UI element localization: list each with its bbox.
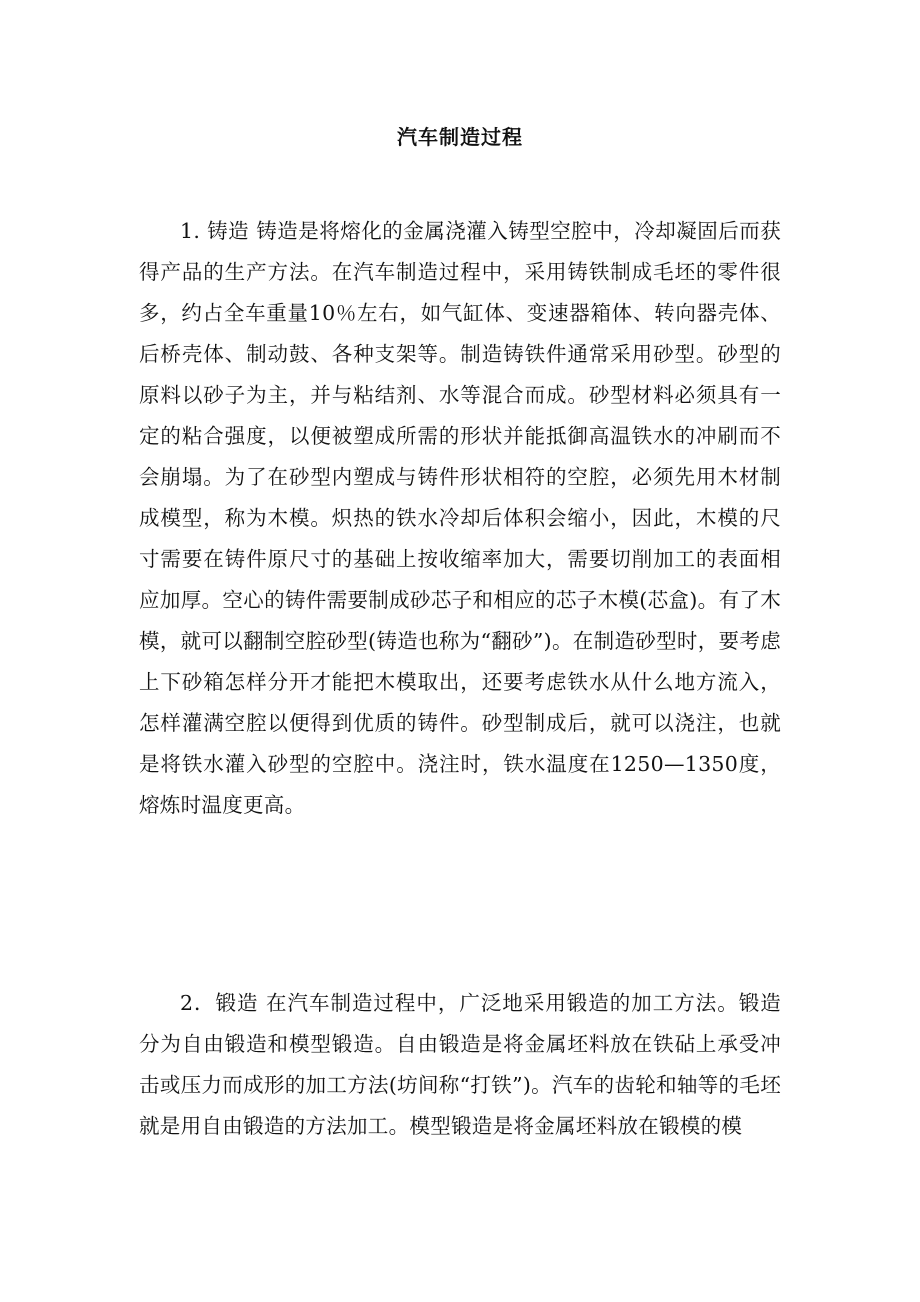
paragraph-forging: 2．锻造 在汽车制造过程中，广泛地采用锻造的加工方法。锻造分为自由锻造和模型锻造。自由锻造是将金属坯料放在铁砧上承受冲击或压力而成形的加工方法(坊间称“打铁”)。汽车的齿轮和轴等的毛坯就是用自由锻造的方法加工。模型锻造是将金属坯料放在锻模的模 [139, 991, 781, 1138]
paragraph-casting: 1. 铸造 铸造是将熔化的金属浇灌入铸型空腔中，冷却凝固后而获得产品的生产方法。在汽车制造过程中，采用铸铁制成毛坯的零件很多，约占全车重量10％左右，如气缸体、变速器箱体、转向器壳体、后桥壳体、制动鼓、各种支架等。制造铸铁件通常采用砂型。砂型的原料以砂子为主，并与粘结剂、水等混合而成。砂型材料必须具有一定的粘合强度，以便被塑成所需的形状并能抵御高温铁水的冲刷而不会崩塌。为了在砂型内塑成与铸件形状相符的空腔，必须先用木材制成模型，称为木模。炽热的铁水冷却后体积会缩小，因此，木模的尺寸需要在铸件原尺寸的基础上按收缩率加大，需要切削加工的表面相应加厚。空心的铸件需要制成砂芯子和相应的芯子木模(芯盒)。有了木模，就可以翻制空腔砂型(铸造也称为“翻砂”)。在制造砂型时，要考虑上下砂箱怎样分开才能把木模取出，还要考虑铁水从什么地方流入，怎样灌满空腔以便得到优质的铸件。砂型制成后，就可以浇注，也就是将铁水灌入砂型的空腔中。浇注时，铁水温度在1250—1350度，熔炼时温度更高。 [139, 219, 781, 817]
document-title: 汽车制造过程 [397, 125, 523, 149]
